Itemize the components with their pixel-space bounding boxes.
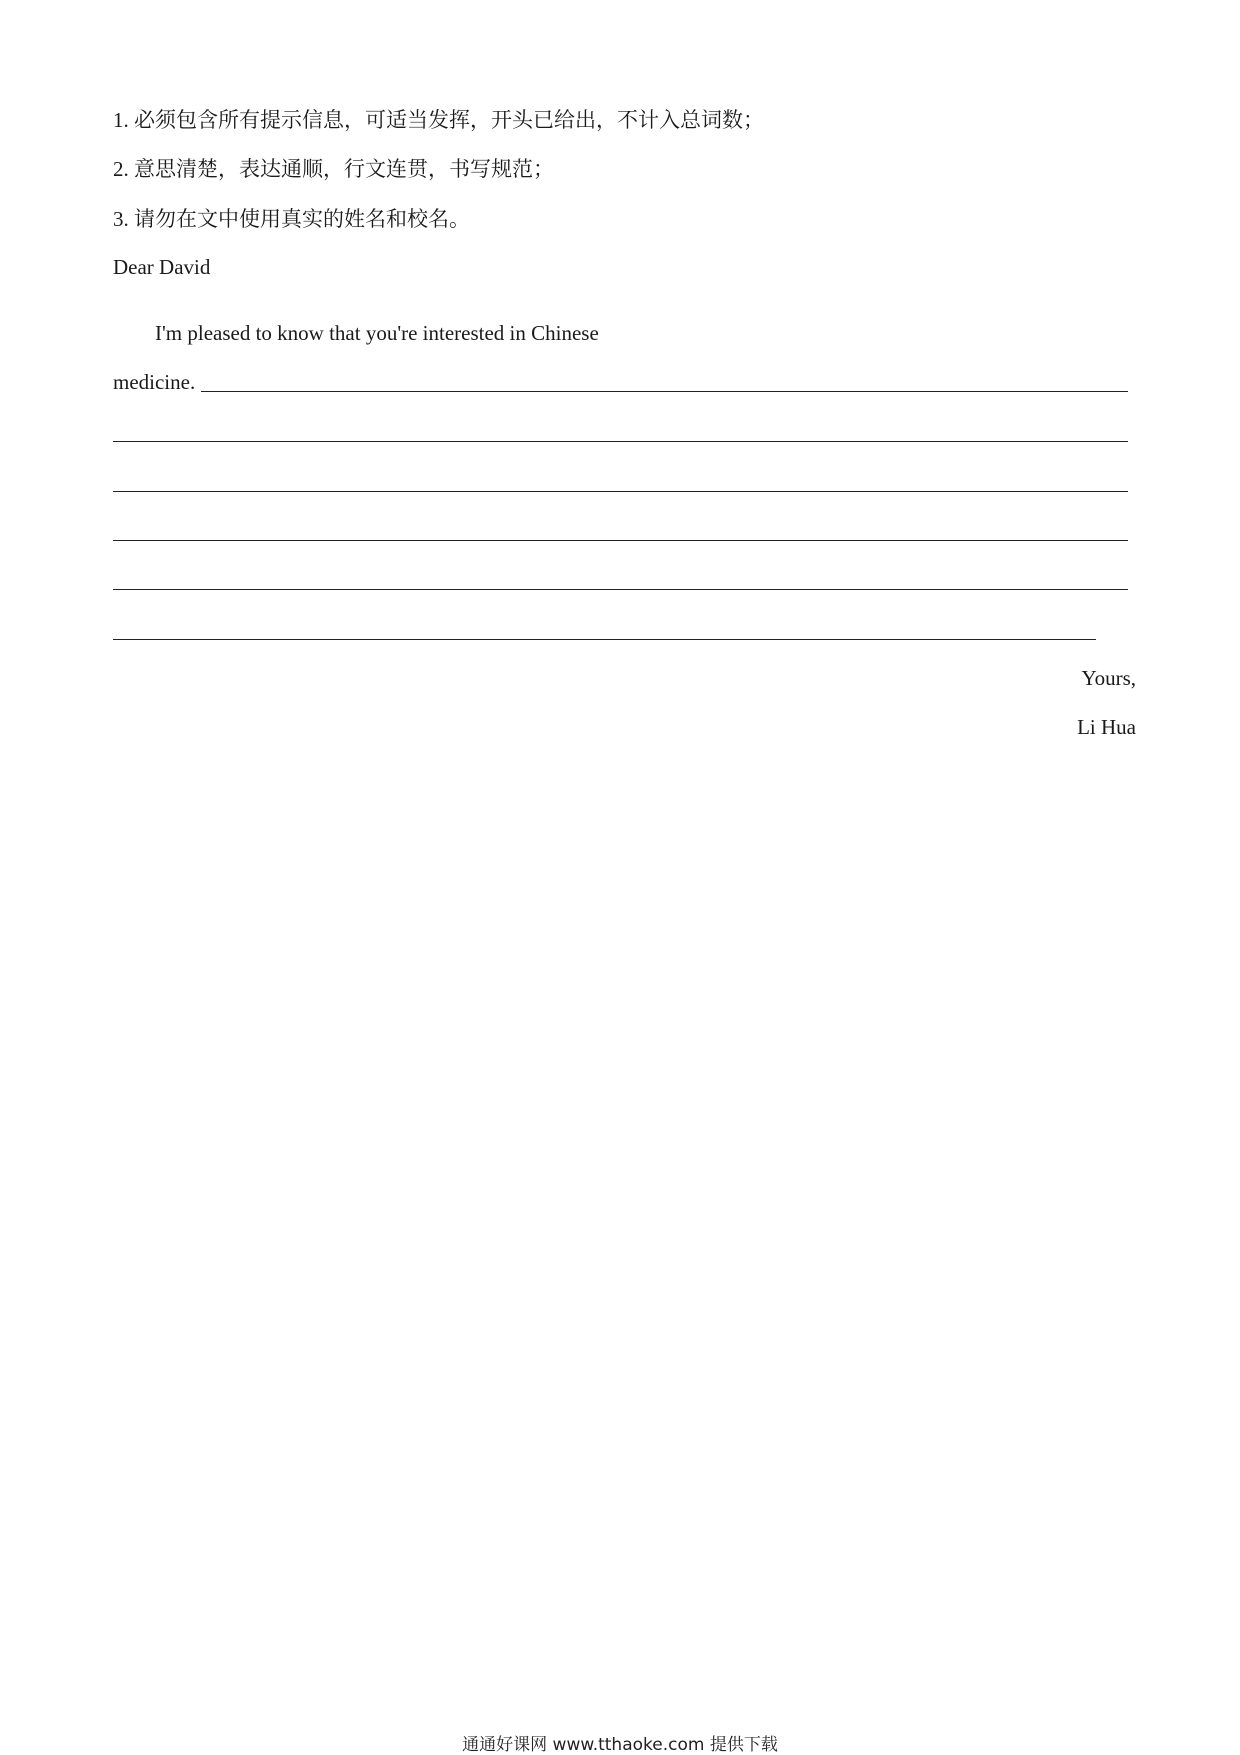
- instruction-item-1: 1. 必须包含所有提示信息，可适当发挥，开头已给出，不计入总词数；: [113, 108, 764, 132]
- answer-line-3: [113, 491, 1128, 492]
- letter-signature: Li Hua: [1077, 715, 1136, 739]
- instruction-item-2: 2. 意思清楚，表达通顺，行文连贯，书写规范；: [113, 157, 554, 181]
- answer-line-4: [113, 540, 1128, 541]
- letter-closing: Yours,: [1081, 666, 1136, 690]
- letter-opening-line: I'm pleased to know that you're interested in Chinese: [155, 321, 599, 345]
- instruction-item-3: 3. 请勿在文中使用真实的姓名和校名。: [113, 207, 470, 231]
- page-footer: 通通好课网 www.tthaoke.com 提供下载: [462, 1735, 778, 1755]
- letter-continuation: medicine.: [113, 370, 196, 394]
- answer-line-2: [113, 441, 1128, 442]
- answer-line-6: [113, 639, 1096, 640]
- letter-greeting: Dear David: [113, 255, 211, 279]
- answer-line-5: [113, 589, 1128, 590]
- answer-line-1: [201, 391, 1128, 392]
